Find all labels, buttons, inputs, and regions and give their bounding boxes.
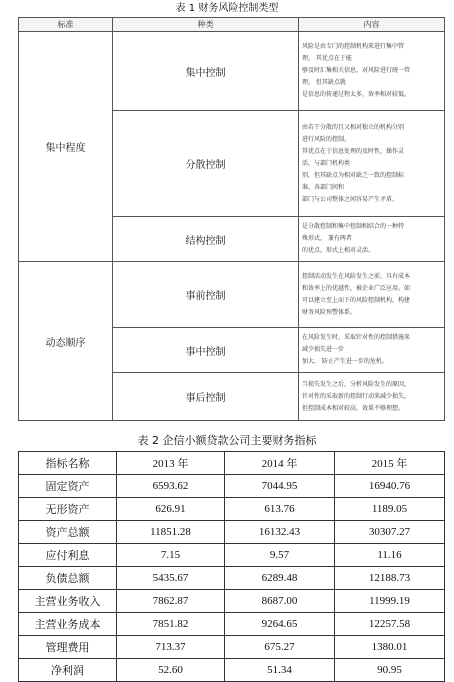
- indicator-name: 无形资产: [19, 498, 117, 521]
- table1-header-cell: 标准: [19, 18, 113, 32]
- value-cell: 11851.28: [117, 521, 225, 544]
- value-cell: 11.16: [335, 544, 445, 567]
- value-cell: 6289.48: [225, 567, 335, 590]
- content-line: 控制活动发生在风险发生之前，具有成本: [302, 272, 411, 280]
- content-line: 理， 但其缺点就: [302, 79, 346, 86]
- content-line: 别，但其缺点为相对缺乏一致的控制标: [302, 171, 405, 179]
- value-cell: 675.27: [225, 636, 335, 659]
- indicator-name: 资产总额: [19, 521, 117, 544]
- value-cell: 51.34: [225, 659, 335, 682]
- kind-cell: 事后控制: [113, 373, 299, 421]
- table-row: [19, 636, 445, 659]
- value-cell: 6593.62: [117, 475, 225, 498]
- value-cell: 626.91: [117, 498, 225, 521]
- content-cell: [299, 373, 445, 421]
- value-cell: 52.60: [117, 659, 225, 682]
- content-line: 由若干分散的且又相对独立的机构分别: [302, 123, 405, 131]
- content-line: 殊形式， 兼有两者: [302, 235, 352, 242]
- content-line: 当损失发生之后，分析风险发生的原因，: [302, 380, 411, 388]
- table-row: [19, 590, 445, 613]
- value-cell: 5435.67: [117, 567, 225, 590]
- value-cell: 7851.82: [117, 613, 225, 636]
- value-cell: 7044.95: [225, 475, 335, 498]
- indicator-name: 固定资产: [19, 475, 117, 498]
- content-line: 其优点在于信息处理的及时性，操作灵: [302, 147, 405, 155]
- indicator-name: 负债总额: [19, 567, 117, 590]
- content-line: 准，各部门间和: [302, 183, 345, 191]
- value-cell: 9264.65: [225, 613, 335, 636]
- kind-cell: 分散控制: [113, 111, 299, 217]
- table1-header-row: [19, 18, 445, 32]
- kind-cell: 事前控制: [113, 262, 299, 328]
- content-line: 在风险发生时，采取针对性的控制措施来: [302, 334, 411, 341]
- value-cell: 16132.43: [225, 521, 335, 544]
- table2-header-cell: 2014 年: [225, 452, 335, 475]
- value-cell: 12257.58: [335, 613, 445, 636]
- value-cell: 90.95: [335, 659, 445, 682]
- value-cell: 613.76: [225, 498, 335, 521]
- content-line: 加大， 防止产生进一步的危机。: [302, 358, 388, 365]
- value-cell: 713.37: [117, 636, 225, 659]
- value-cell: 30307.27: [335, 521, 445, 544]
- content-line: 是分散控制和集中控制相结合的一种特: [302, 223, 405, 230]
- table1-header-cell: 种类: [113, 18, 299, 32]
- criterion-cell: 动态顺序: [19, 262, 113, 421]
- indicator-name: 应付利息: [19, 544, 117, 567]
- value-cell: 16940.76: [335, 475, 445, 498]
- content-line: 减少损失进一步: [302, 346, 345, 353]
- indicator-name: 净利润: [19, 659, 117, 682]
- table2-header-row: [19, 452, 445, 475]
- content-line: 进行风险的控制。: [302, 135, 351, 143]
- content-line: 可以建立至上而下的风险控制机构，构建: [302, 296, 411, 304]
- value-cell: 8687.00: [225, 590, 335, 613]
- content-line: 的优点，形式上相对灵活。: [302, 247, 375, 254]
- kind-cell: 结构控制: [113, 217, 299, 262]
- table2-header-cell: 2013 年: [117, 452, 225, 475]
- indicator-name: 管理费用: [19, 636, 117, 659]
- value-cell: 11999.19: [335, 590, 445, 613]
- content-line: 和效率上的优越性，被企业广泛应用。如: [302, 284, 411, 292]
- table-row: [19, 544, 445, 567]
- indicator-name: 主营业务收入: [19, 590, 117, 613]
- content-line: 够及时汇集相关信息，对风险进行统一管: [302, 67, 411, 74]
- content-cell: [299, 217, 445, 262]
- table-row: [19, 613, 445, 636]
- content-line: 活，与部门机构类: [302, 159, 351, 167]
- table1-row: [19, 32, 445, 111]
- value-cell: 7862.87: [117, 590, 225, 613]
- content-line: 财务风险预警体系。: [302, 308, 357, 316]
- kind-cell: 事中控制: [113, 328, 299, 373]
- kind-cell: 集中控制: [113, 32, 299, 111]
- content-line: 是信息的传递过程太多，效率相对较低。: [302, 91, 411, 98]
- value-cell: 9.57: [225, 544, 335, 567]
- value-cell: 1380.01: [335, 636, 445, 659]
- content-cell: [299, 32, 445, 111]
- table2-header-cell: 指标名称: [19, 452, 117, 475]
- content-cell: [299, 328, 445, 373]
- risk-control-types-table: [18, 17, 445, 421]
- value-cell: 1189.05: [335, 498, 445, 521]
- table1-row: [19, 262, 445, 328]
- table-row: [19, 498, 445, 521]
- content-cell: [299, 262, 445, 328]
- value-cell: 12188.73: [335, 567, 445, 590]
- table-row: [19, 475, 445, 498]
- content-line: 理， 其优点在于能: [302, 55, 352, 62]
- content-line: 部门与公司整体之间容易产生矛盾。: [302, 195, 399, 203]
- table-row: [19, 521, 445, 544]
- table2-caption: 表 2 企信小额贷款公司主要财务指标: [137, 434, 317, 447]
- financial-indicators-table: [18, 451, 445, 682]
- table1-caption: 表 1 财务风险控制类型: [175, 3, 279, 14]
- content-line: 但控制成本相对较高，效果不够理想。: [302, 404, 405, 412]
- content-line: 针对性的采取新的控制行动来减少损失，: [302, 392, 411, 400]
- table2-header-cell: 2015 年: [335, 452, 445, 475]
- content-cell: [299, 111, 445, 217]
- indicator-name: 主营业务成本: [19, 613, 117, 636]
- table-row: [19, 659, 445, 682]
- content-line: 风险是由专门的控制机构来进行集中管: [302, 43, 405, 50]
- criterion-cell: 集中程度: [19, 32, 113, 262]
- table-row: [19, 567, 445, 590]
- value-cell: 7.15: [117, 544, 225, 567]
- table1-header-cell: 内容: [299, 18, 445, 32]
